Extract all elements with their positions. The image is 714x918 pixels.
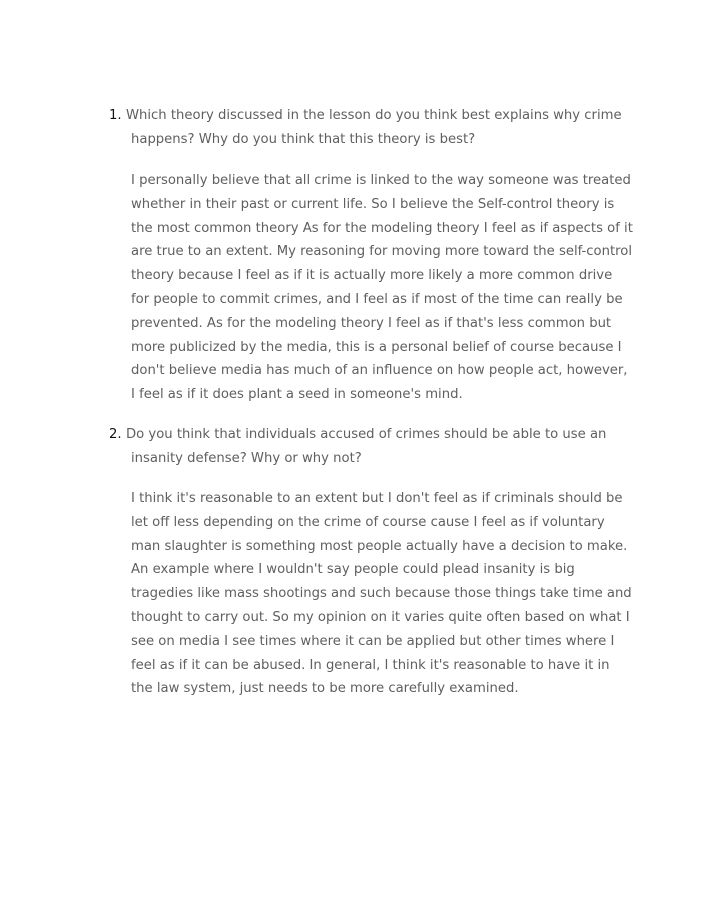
question-number: 1. xyxy=(109,108,122,123)
answer-paragraph-2: I think it's reasonable to an extent but I don't feel as if criminals should be let off less depending on the crime of course cause I feel as if voluntary man slaughter is something most people actually have a decision to make. An example where I wouldn't say people could plead insanity is big tragedies like mass shootings and such because those things take time and thought to carry out. So my opinion on it varies quite often based on what I see on media I see times where it can be applied but other times where I feel as if it can be abused. In general, I think it's reasonable to have it in the law system, just needs to be more carefully examined. xyxy=(131,491,632,697)
question-number: 2. xyxy=(109,427,122,442)
question-prompt: Which theory discussed in the lesson do you think best explains why crime happens? Why do you think that this theory is best? xyxy=(126,108,622,147)
question-prompt: Do you think that individuals accused of crimes should be able to use an insanity defense? Why or why not? xyxy=(126,427,607,466)
answer-paragraph-1: I personally believe that all crime is linked to the way someone was treated whether in their past or current life. So I believe the Self-control theory is the most common theory As for the modeling theory I feel as if aspects of it are true to an extent. My reasoning for moving more toward the self-control theory because I feel as if it is actually more likely a more common drive for people to commit crimes, and I feel as if most of the time can really be prevented. As for the modeling theory I feel as if that's less common but more publicized by the media, this is a personal belief of course because I don't believe media has much of an influence on how people act, however, I feel as if it does plant a seed in someone's mind. xyxy=(131,173,633,403)
